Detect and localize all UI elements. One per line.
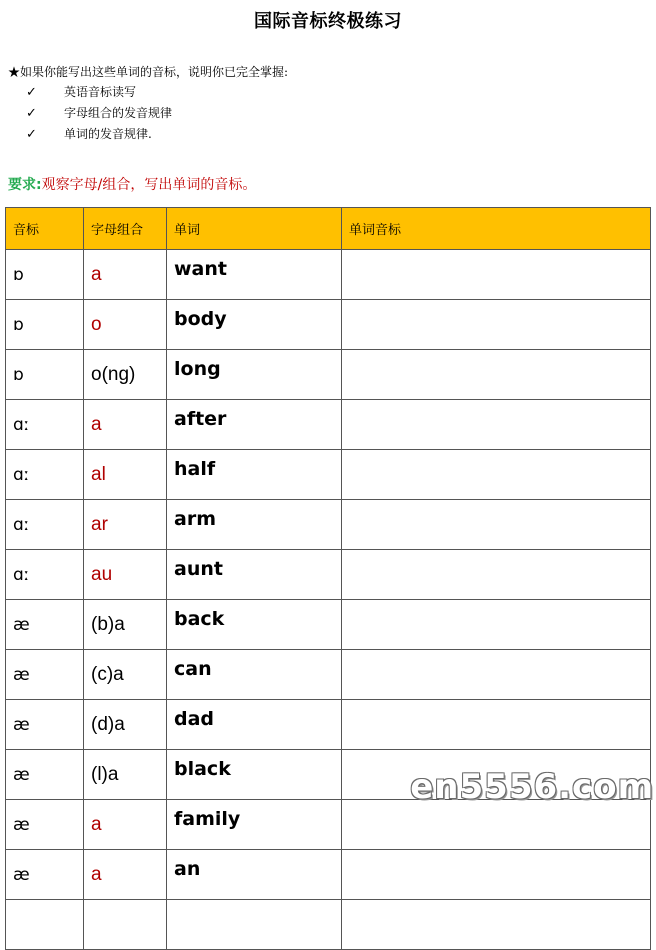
requirement-label: 要求:: [8, 177, 42, 193]
answer-cell[interactable]: [342, 350, 651, 400]
header-word-phonetic: 单词音标: [342, 208, 651, 250]
checkmark-icon: ✓: [26, 127, 37, 142]
checklist-item: [26, 103, 172, 124]
word-cell: [167, 900, 342, 950]
letter-combo-cell: al: [84, 450, 167, 500]
answer-cell[interactable]: [342, 500, 651, 550]
phonetic-cell: ɒ: [6, 350, 84, 400]
answer-cell[interactable]: [342, 600, 651, 650]
phonetic-cell: ɑː: [6, 450, 84, 500]
word-cell: black: [167, 750, 342, 800]
table-row: [6, 700, 651, 750]
phonetic-cell: ɑː: [6, 400, 84, 450]
watermark: en5556.com: [410, 767, 654, 807]
checkmark-icon: ✓: [26, 85, 37, 100]
phonetic-cell: æ: [6, 750, 84, 800]
phonetic-cell: æ: [6, 800, 84, 850]
checklist-item-text: 字母组合的发音规律: [64, 106, 173, 120]
answer-cell[interactable]: [342, 450, 651, 500]
phonetics-table: [5, 207, 651, 950]
letter-combo-cell: [84, 900, 167, 950]
word-cell: half: [167, 450, 342, 500]
checklist-item-text: 英语音标读写: [64, 85, 137, 99]
letter-combo-cell: o(ng): [84, 350, 167, 400]
checklist: [26, 82, 172, 145]
word-cell: after: [167, 400, 342, 450]
letter-combo-cell: (l)a: [84, 750, 167, 800]
letter-combo-cell: (c)a: [84, 650, 167, 700]
header-word: 单词: [167, 208, 342, 250]
phonetic-cell: ɑː: [6, 550, 84, 600]
checkmark-icon: ✓: [26, 106, 37, 121]
word-cell: family: [167, 800, 342, 850]
answer-cell[interactable]: [342, 900, 651, 950]
intro-text: ★如果你能写出这些单词的音标，说明你已完全掌握:: [8, 65, 289, 79]
table-row: [6, 350, 651, 400]
word-cell: can: [167, 650, 342, 700]
phonetic-cell: [6, 900, 84, 950]
table-body: [6, 250, 651, 950]
header-phonetic: 音标: [6, 208, 84, 250]
letter-combo-cell: a: [84, 800, 167, 850]
table-row: [6, 900, 651, 950]
phonetic-cell: æ: [6, 650, 84, 700]
word-cell: an: [167, 850, 342, 900]
phonetic-cell: ɒ: [6, 250, 84, 300]
checklist-item: [26, 124, 172, 145]
letter-combo-cell: a: [84, 850, 167, 900]
letter-combo-cell: (b)a: [84, 600, 167, 650]
word-cell: arm: [167, 500, 342, 550]
table-row: [6, 450, 651, 500]
phonetic-cell: æ: [6, 700, 84, 750]
word-cell: back: [167, 600, 342, 650]
answer-cell[interactable]: [342, 800, 651, 850]
table-row: [6, 400, 651, 450]
word-cell: want: [167, 250, 342, 300]
table-header-row: [6, 208, 651, 250]
letter-combo-cell: a: [84, 400, 167, 450]
letter-combo-cell: (d)a: [84, 700, 167, 750]
answer-cell[interactable]: [342, 250, 651, 300]
table-row: [6, 250, 651, 300]
answer-cell[interactable]: [342, 550, 651, 600]
phonetic-cell: æ: [6, 600, 84, 650]
letter-combo-cell: a: [84, 250, 167, 300]
phonetic-cell: ɒ: [6, 300, 84, 350]
answer-cell[interactable]: [342, 400, 651, 450]
table-row: [6, 500, 651, 550]
checklist-item-text: 单词的发音规律.: [64, 127, 152, 141]
checklist-item: [26, 82, 172, 103]
table-row: [6, 650, 651, 700]
word-cell: dad: [167, 700, 342, 750]
word-cell: aunt: [167, 550, 342, 600]
table-row: [6, 850, 651, 900]
word-cell: body: [167, 300, 342, 350]
requirement-line: [8, 175, 256, 195]
phonetic-cell: æ: [6, 850, 84, 900]
table-row: [6, 300, 651, 350]
answer-cell[interactable]: [342, 650, 651, 700]
page-title: 国际音标终极练习: [254, 11, 402, 32]
table-row: [6, 550, 651, 600]
requirement-text: 观察字母/组合，写出单词的音标。: [41, 177, 257, 193]
answer-cell[interactable]: [342, 700, 651, 750]
header-letter-combo: 字母组合: [84, 208, 167, 250]
letter-combo-cell: o: [84, 300, 167, 350]
letter-combo-cell: au: [84, 550, 167, 600]
table-row: [6, 800, 651, 850]
answer-cell[interactable]: [342, 850, 651, 900]
letter-combo-cell: ar: [84, 500, 167, 550]
word-cell: long: [167, 350, 342, 400]
table-row: [6, 600, 651, 650]
answer-cell[interactable]: [342, 300, 651, 350]
phonetic-cell: ɑː: [6, 500, 84, 550]
